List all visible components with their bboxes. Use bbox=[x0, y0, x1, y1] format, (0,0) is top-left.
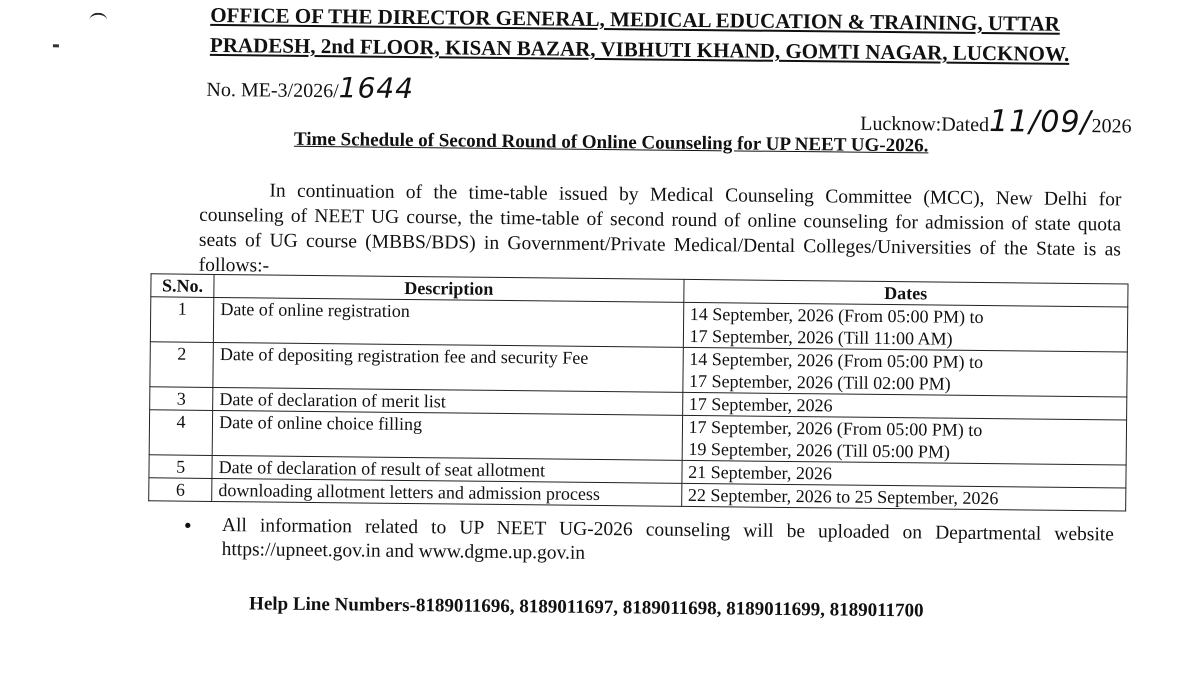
header-description: Description bbox=[214, 274, 684, 302]
reference-prefix: No. ME-3/2026/ bbox=[206, 78, 339, 103]
info-bullet bbox=[184, 514, 1114, 572]
date-line-2: 19 September, 2026 (Till 05:00 PM) bbox=[688, 438, 951, 462]
date-line-2: 17 September, 2026 (Till 02:00 PM) bbox=[688, 370, 951, 394]
scan-mark bbox=[89, 13, 107, 29]
row-description: Date of declaration of result of seat allotment bbox=[212, 455, 682, 483]
schedule-table bbox=[148, 273, 1128, 511]
date-line-1: 14 September, 2026 (From 05:00 PM) to bbox=[689, 348, 984, 373]
row-dates: 17 September, 2026 bbox=[682, 392, 1127, 420]
info-bullet-text: All information related to UP NEET UG-2026 counseling will be uploaded on Departmental website https://upneet.gov.in and www.dgme.up.gov.in bbox=[221, 515, 1114, 564]
row-sno: 6 bbox=[149, 478, 212, 502]
row-dates bbox=[682, 415, 1127, 465]
date-handwritten: 11/09/ bbox=[988, 104, 1092, 141]
reference-number bbox=[206, 70, 414, 105]
row-description: downloading allotment letters and admission process bbox=[212, 478, 682, 506]
row-description: Date of declaration of merit list bbox=[213, 387, 683, 415]
row-sno: 3 bbox=[150, 387, 213, 411]
header-dates: Dates bbox=[683, 279, 1128, 307]
row-dates: 22 September, 2026 to 25 September, 2026 bbox=[681, 483, 1126, 511]
reference-handwritten-number: 1644 bbox=[338, 71, 415, 106]
row-description: Date of online choice filling bbox=[212, 410, 682, 460]
date-line-1: 14 September, 2026 (From 05:00 PM) to bbox=[689, 303, 984, 328]
date-year: 2026 bbox=[1091, 115, 1132, 138]
scan-mark bbox=[53, 44, 59, 47]
row-dates bbox=[682, 347, 1127, 397]
row-sno: 4 bbox=[149, 410, 213, 456]
helpline-numbers: Help Line Numbers-8189011696, 8189011697, 8189011698, 8189011699, 8189011700 bbox=[249, 593, 924, 622]
date-line-2: 17 September, 2026 (Till 11:00 AM) bbox=[689, 325, 953, 349]
office-header-line-2: PRADESH, 2nd FLOOR, KISAN BAZAR, VIBHUTI KHAND, GOMTI NAGAR, LUCKNOW. bbox=[209, 32, 1070, 66]
row-dates bbox=[683, 302, 1128, 352]
office-header bbox=[210, 0, 1121, 69]
intro-paragraph bbox=[199, 178, 1122, 288]
intro-paragraph-text: In continuation of the time-table issued by Medical Counseling Committee (MCC), New Delhi for counseling of NEET UG course, the time-table of second round of online counseling for admission of state quota seats of UG course (MBBS/BDS) in Government/Private Medical/Dental Colleges/Universities of the State is as follows:- bbox=[198, 180, 1122, 277]
header-sno: S.No. bbox=[151, 274, 214, 298]
date-line-1: 17 September, 2026 (From 05:00 PM) to bbox=[688, 416, 983, 441]
office-header-line-1: OFFICE OF THE DIRECTOR GENERAL, MEDICAL EDUCATION & TRAINING, UTTAR bbox=[210, 2, 1060, 36]
date-label: Lucknow:Dated bbox=[860, 112, 990, 137]
document-title: Time Schedule of Second Round of Online Counseling for UP NEET UG-2026. bbox=[293, 128, 929, 157]
row-description: Date of online registration bbox=[214, 297, 684, 347]
row-dates: 21 September, 2026 bbox=[682, 460, 1127, 488]
row-sno: 2 bbox=[150, 342, 214, 388]
row-description: Date of depositing registration fee and security Fee bbox=[213, 342, 683, 392]
bullet-icon: • bbox=[183, 512, 192, 538]
row-sno: 5 bbox=[149, 455, 212, 479]
row-sno: 1 bbox=[150, 297, 214, 343]
